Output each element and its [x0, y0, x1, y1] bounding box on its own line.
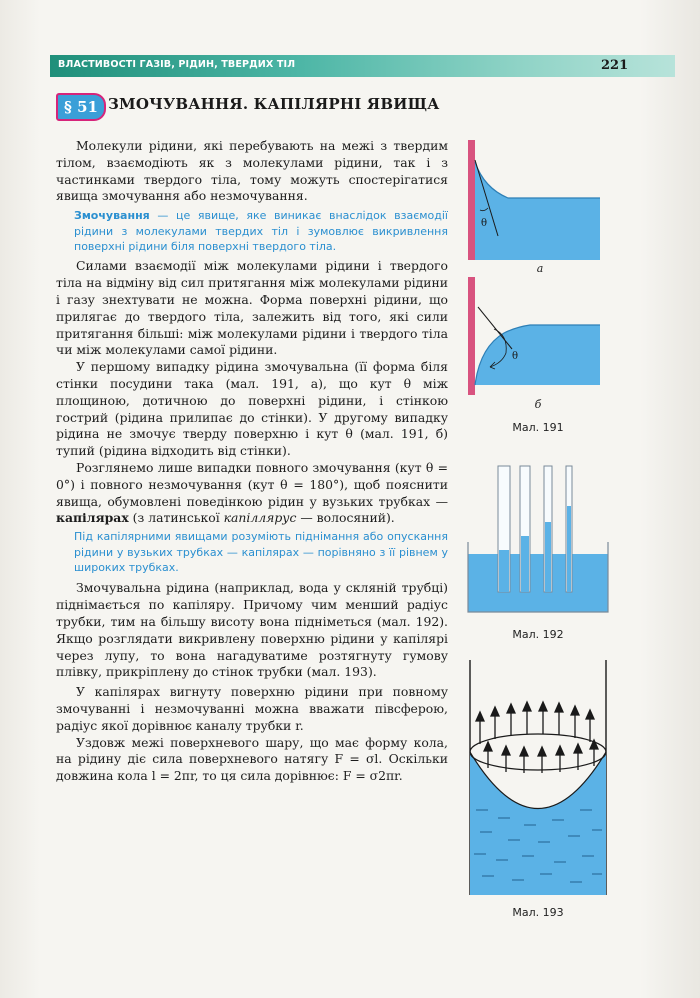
- capillaries-text-b: (з латинської: [128, 510, 224, 526]
- paragraph-capillaries: [56, 460, 448, 527]
- capillaries-latin-term: капіллярус: [223, 510, 297, 526]
- figure-193-surface-film: [468, 660, 618, 895]
- paragraph-intro: Молекули рідини, які перебувають на межі з твердим тілом, взаємодіють як з молекулами рідини, так і з частинками твердого тіла, тому можуть спостерігатися явища змочування або незмочування.: [56, 138, 448, 204]
- definition-wetting: [74, 208, 448, 254]
- fig191a-theta: θ: [481, 218, 488, 229]
- paragraph-interaction-forces: Силами взаємодії між молекулами рідини і твердого тіла на відміну від сил притягання між молекулами рідини і газу знехтувати не можна. Форма поверхні рідини, що прилягає до твердого тіла, залежить від того, які сили притягання більші: між молекулами рідини і твердого тіла чи між молекулами самої рідини.: [56, 258, 448, 358]
- fig191b-liquid: [475, 325, 600, 385]
- paragraph-hemisphere: У капілярах вигнуту поверхню рідини при повному змочуванні і незмочуванні можна вважати півсферою, радіус якої дорівнює каналу трубки r.: [56, 684, 448, 733]
- figure-191b-nonwetting: [468, 277, 618, 395]
- fig191-caption: Мал. 191: [512, 421, 564, 434]
- fig193-liquid: [470, 752, 606, 895]
- definition-capillary-phenomena: Під капілярними явищами розуміють піднімання або опускання рідини у вузьких трубках — капілярах — порівняно з її рівнем у широких трубках.: [74, 530, 448, 574]
- fig193-rim-ellipse: [470, 734, 606, 770]
- figure-192-capillaries: [468, 462, 608, 612]
- section-number-badge: § 51: [56, 93, 106, 121]
- fig192-tube-2: [520, 466, 530, 592]
- capillaries-term: капілярах: [56, 510, 129, 526]
- figure-191a-wetting: [468, 140, 618, 260]
- fig191b-wall: [468, 277, 475, 395]
- fig191a-liquid: [475, 162, 600, 260]
- definition-wetting-text: — це явище, яке виникає внаслідок взаємодії рідини з молекулами твердих тіл і зумовлює викривлення поверхні рідини біля поверхні твердого тіла.: [74, 209, 448, 253]
- fig192-tube-1: [498, 466, 510, 592]
- fig192-tube-4: [566, 466, 572, 592]
- chapter-header-title: ВЛАСТИВОСТІ ГАЗІВ, РІДИН, ТВЕРДИХ ТІЛ: [58, 59, 296, 70]
- fig191a-wall: [468, 140, 475, 260]
- paragraph-two-cases: У першому випадку рідина змочувальна (її форма біля стінки посудини така (мал. 191, а), що кут θ між площиною, дотичною до поверхні рідини, і стінкою гострий (рідина прилипає до стінки). У другому випадку рідина не змочує тверду поверхню і кут θ (мал. 191, б) тупий (рідина відходить від стінки).: [56, 359, 448, 459]
- fig192-caption: Мал. 192: [512, 628, 564, 641]
- fig191a-letter: а: [536, 262, 544, 275]
- page-number: 221: [601, 58, 629, 73]
- capillaries-text-c: — волосяний).: [296, 510, 395, 526]
- definition-wetting-term: Змочування: [74, 209, 150, 223]
- paragraph-rising-liquid: Змочувальна рідина (наприклад, вода у скляній трубці) піднімається по капіляру. Причому чим менший радіус трубки, тим на більшу висоту вона підніметься (мал. 192). Якщо розглядати викривлену поверхню рідини у капілярі через лупу, то вона нагадуватиме розтягнуту гумову плівку, прикріплену до стінок трубки (мал. 193).: [56, 580, 448, 680]
- capillaries-text-a: Розглянемо лише випадки повного змочування (кут θ = 0°) і повного незмочування (кут θ = 180°), щоб пояснити явища, обумовлені поведінкою рідин у вузьких трубках —: [56, 459, 448, 509]
- fig191b-theta: θ: [512, 351, 519, 362]
- section-title: ЗМОЧУВАННЯ. КАПІЛЯРНІ ЯВИЩА: [108, 95, 440, 113]
- main-text-column: [56, 138, 448, 785]
- paragraph-surface-tension-force: Уздовж межі поверхневого шару, що має форму кола, на рідину діє сила поверхневого натягу F = σl. Оскільки довжина кола l = 2πr, то ця сила дорівнює: F = σ2πr.: [56, 734, 448, 784]
- fig192-container-water: [468, 554, 608, 612]
- fig192-tube-3: [544, 466, 552, 592]
- fig193-caption: Мал. 193: [512, 906, 564, 919]
- fig191b-letter: б: [534, 398, 542, 411]
